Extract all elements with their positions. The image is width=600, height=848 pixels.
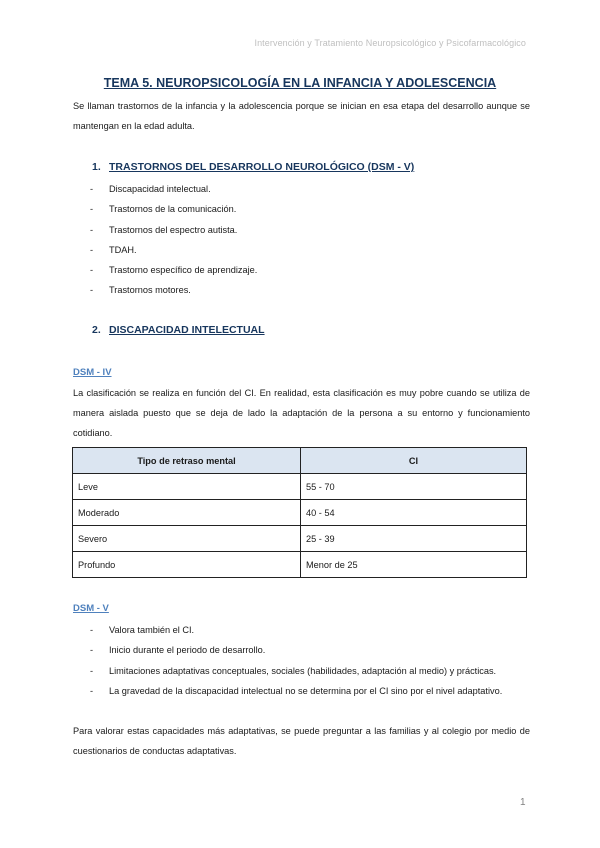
dsm-iv-paragraph: La clasificación se realiza en función del CI. En realidad, esta clasificación es muy pobre cuando se utiliza de manera aislada puesto que se deja de lado la adaptación de la persona a su entorno y funcionamiento cotidiano. <box>73 388 530 438</box>
list-item: - Trastorno específico de aprendizaje. <box>90 265 258 276</box>
table-cell: Severo <box>73 526 301 552</box>
table-row <box>73 474 527 500</box>
column-header: Tipo de retraso mental <box>73 448 301 474</box>
table-cell: Profundo <box>73 552 301 578</box>
ci-table <box>72 447 527 578</box>
list-item: - TDAH. <box>90 244 137 255</box>
running-header: Intervención y Tratamiento Neuropsicológico y Psicofarmacológico <box>254 38 526 48</box>
list-item: - La gravedad de la discapacidad intelectual no se determina por el CI sino por el nivel adaptativo. <box>90 685 503 696</box>
table-row <box>73 526 527 552</box>
table-cell: Moderado <box>73 500 301 526</box>
page-title: TEMA 5. NEUROPSICOLOGÍA EN LA INFANCIA Y ADOLESCENCIA <box>103 76 497 90</box>
table-cell: 55 - 70 <box>301 474 527 500</box>
list-item: - Trastornos de la comunicación. <box>90 204 237 215</box>
table-row <box>73 500 527 526</box>
dsm-v-label: DSM - V <box>73 603 109 614</box>
dsm-iv-label: DSM - IV <box>73 367 112 378</box>
section-title: DISCAPACIDAD INTELECTUAL <box>109 324 265 336</box>
list-item: - Valora también el CI. <box>90 625 195 635</box>
page-number: 1 <box>520 797 526 808</box>
list-item: - Discapacidad intelectual. <box>90 184 211 194</box>
column-header: CI <box>301 448 527 474</box>
section-number: 2. <box>92 324 101 336</box>
section-title: TRASTORNOS DEL DESARROLLO NEUROLÓGICO (DSM - V) <box>109 161 415 173</box>
table-cell: Leve <box>73 474 301 500</box>
disorder-list <box>90 179 257 301</box>
dsm-v-list <box>90 620 502 701</box>
list-item: - Trastornos motores. <box>90 285 191 296</box>
table-row <box>73 552 527 578</box>
table-cell: 25 - 39 <box>301 526 527 552</box>
list-item: - Trastornos del espectro autista. <box>90 224 238 235</box>
table-cell: Menor de 25 <box>301 552 527 578</box>
section-heading-1 <box>92 161 414 173</box>
list-item: - Inicio durante el periodo de desarrollo. <box>90 645 266 656</box>
table-header-row <box>73 448 527 474</box>
section-heading-2 <box>92 324 265 336</box>
list-item: - Limitaciones adaptativas conceptuales, sociales (habilidades, adaptación al medio) y prácticas. <box>90 665 497 676</box>
closing-paragraph: Para valorar estas capacidades más adaptativas, se puede preguntar a las familias y al colegio por medio de cuestionarios de conductas adaptativas. <box>73 726 530 756</box>
intro-paragraph: Se llaman trastornos de la infancia y la adolescencia porque se inician en esa etapa del desarrollo aunque se mantengan en la edad adulta. <box>73 101 530 131</box>
section-number: 1. <box>92 161 101 173</box>
table-cell: 40 - 54 <box>301 500 527 526</box>
